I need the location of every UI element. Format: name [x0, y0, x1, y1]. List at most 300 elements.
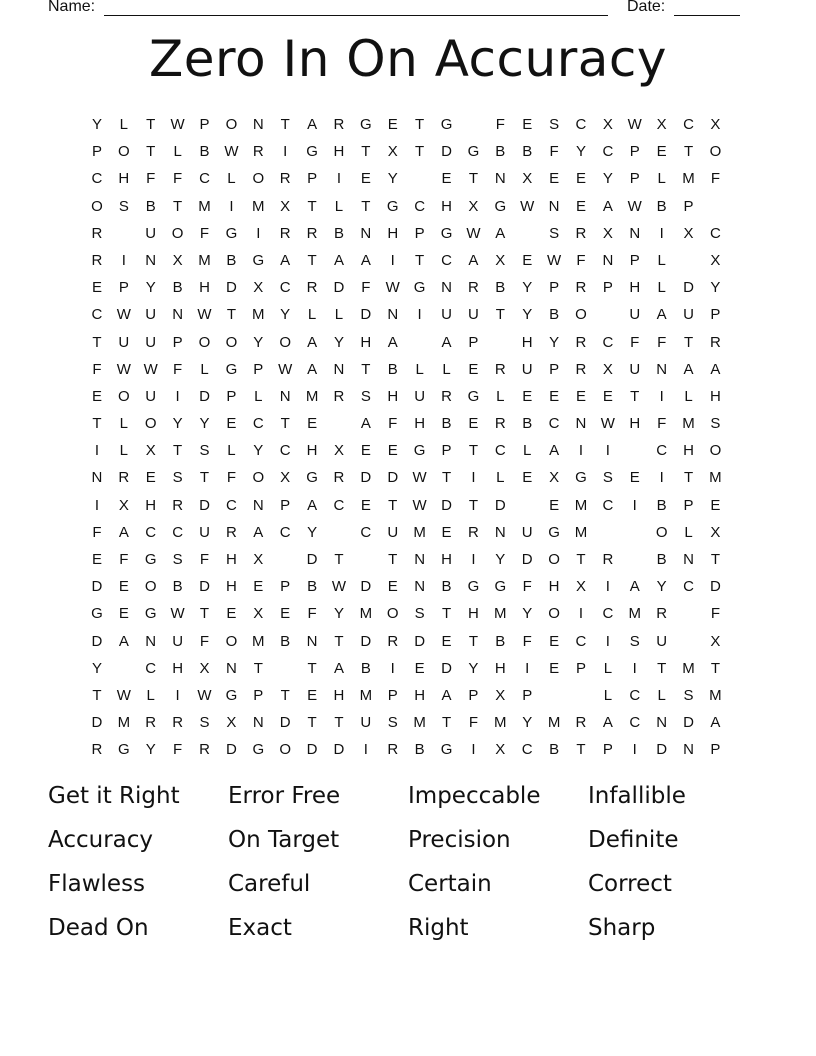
- grid-cell[interactable]: [353, 548, 380, 575]
- grid-cell[interactable]: D: [360, 306, 373, 324]
- grid-cell[interactable]: I: [632, 659, 638, 677]
- grid-cell[interactable]: E: [602, 387, 614, 405]
- grid-cell[interactable]: N: [548, 197, 561, 215]
- grid-cell[interactable]: S: [683, 686, 695, 704]
- grid-cell[interactable]: L: [119, 442, 129, 460]
- grid-cell[interactable]: L: [227, 170, 237, 188]
- grid-cell[interactable]: [514, 494, 541, 521]
- grid-cell[interactable]: F: [173, 170, 184, 188]
- grid-cell[interactable]: E: [549, 659, 561, 677]
- grid-cell[interactable]: X: [710, 523, 722, 541]
- grid-cell[interactable]: [702, 195, 729, 222]
- grid-cell[interactable]: R: [575, 360, 588, 378]
- grid-cell[interactable]: O: [118, 143, 131, 161]
- grid-cell[interactable]: R: [172, 496, 185, 514]
- grid-cell[interactable]: S: [118, 197, 130, 215]
- grid-cell[interactable]: G: [144, 551, 158, 568]
- grid-cell[interactable]: F: [173, 741, 184, 759]
- grid-cell[interactable]: L: [146, 686, 156, 704]
- grid-cell[interactable]: O: [709, 143, 723, 161]
- grid-cell[interactable]: U: [521, 523, 534, 541]
- grid-cell[interactable]: W: [278, 360, 294, 378]
- grid-cell[interactable]: M: [574, 496, 589, 514]
- grid-cell[interactable]: Y: [656, 578, 668, 596]
- grid-cell[interactable]: [676, 602, 703, 629]
- grid-cell[interactable]: D: [199, 387, 211, 405]
- grid-cell[interactable]: F: [657, 415, 668, 433]
- grid-cell[interactable]: X: [710, 251, 722, 269]
- grid-cell[interactable]: S: [549, 116, 561, 133]
- grid-cell[interactable]: E: [145, 469, 157, 487]
- grid-cell[interactable]: C: [575, 632, 588, 650]
- grid-cell[interactable]: U: [656, 632, 669, 650]
- grid-cell[interactable]: C: [279, 279, 292, 297]
- grid-cell[interactable]: F: [92, 360, 103, 378]
- grid-cell[interactable]: R: [333, 116, 346, 133]
- grid-cell[interactable]: G: [467, 143, 481, 161]
- grid-cell[interactable]: T: [361, 360, 372, 378]
- grid-cell[interactable]: E: [522, 387, 534, 405]
- grid-cell[interactable]: E: [441, 632, 453, 650]
- grid-cell[interactable]: E: [307, 686, 319, 704]
- grid-cell[interactable]: B: [656, 496, 668, 514]
- grid-cell[interactable]: W: [170, 116, 186, 133]
- grid-cell[interactable]: A: [602, 714, 614, 732]
- grid-cell[interactable]: M: [682, 170, 696, 188]
- grid-cell[interactable]: [595, 303, 622, 330]
- grid-cell[interactable]: [111, 657, 138, 684]
- grid-cell[interactable]: L: [657, 170, 667, 188]
- grid-cell[interactable]: R: [199, 741, 211, 759]
- grid-cell[interactable]: Y: [549, 333, 561, 351]
- grid-cell[interactable]: D: [333, 279, 346, 297]
- grid-cell[interactable]: T: [468, 632, 479, 650]
- grid-cell[interactable]: X: [145, 442, 157, 460]
- grid-cell[interactable]: L: [442, 360, 452, 378]
- grid-cell[interactable]: [676, 249, 703, 276]
- grid-cell[interactable]: F: [307, 605, 318, 623]
- grid-cell[interactable]: L: [496, 469, 506, 487]
- grid-cell[interactable]: T: [710, 551, 722, 568]
- grid-cell[interactable]: N: [252, 496, 265, 514]
- grid-cell[interactable]: L: [227, 442, 237, 460]
- grid-cell[interactable]: [460, 113, 487, 140]
- grid-cell[interactable]: E: [360, 496, 372, 514]
- grid-cell[interactable]: X: [333, 442, 345, 460]
- grid-cell[interactable]: C: [199, 170, 211, 188]
- grid-cell[interactable]: W: [224, 143, 240, 161]
- grid-cell[interactable]: T: [226, 306, 237, 324]
- grid-cell[interactable]: I: [632, 741, 638, 759]
- grid-cell[interactable]: F: [361, 279, 372, 297]
- grid-cell[interactable]: N: [387, 306, 400, 324]
- grid-cell[interactable]: P: [522, 686, 534, 704]
- grid-cell[interactable]: [541, 684, 568, 711]
- grid-cell[interactable]: B: [414, 741, 426, 759]
- grid-cell[interactable]: C: [602, 605, 615, 623]
- grid-cell[interactable]: E: [575, 170, 587, 188]
- grid-cell[interactable]: N: [575, 415, 588, 433]
- grid-cell[interactable]: L: [119, 415, 129, 433]
- grid-cell[interactable]: T: [92, 686, 103, 704]
- grid-cell[interactable]: N: [360, 224, 373, 242]
- grid-cell[interactable]: D: [414, 632, 427, 650]
- grid-cell[interactable]: U: [629, 306, 642, 324]
- grid-cell[interactable]: I: [471, 741, 477, 759]
- grid-cell[interactable]: L: [684, 523, 694, 541]
- grid-cell[interactable]: C: [279, 442, 292, 460]
- grid-cell[interactable]: I: [256, 224, 262, 242]
- grid-cell[interactable]: [568, 684, 595, 711]
- grid-cell[interactable]: X: [710, 632, 722, 650]
- grid-cell[interactable]: T: [307, 251, 318, 269]
- grid-cell[interactable]: N: [91, 469, 104, 487]
- grid-cell[interactable]: W: [116, 360, 132, 378]
- grid-cell[interactable]: I: [578, 605, 585, 623]
- grid-cell[interactable]: U: [414, 387, 427, 405]
- grid-cell[interactable]: I: [363, 741, 369, 759]
- grid-cell[interactable]: P: [307, 170, 319, 188]
- grid-cell[interactable]: E: [549, 170, 561, 188]
- grid-cell[interactable]: T: [683, 469, 695, 487]
- grid-cell[interactable]: S: [602, 469, 614, 487]
- grid-cell[interactable]: E: [91, 551, 103, 568]
- grid-cell[interactable]: A: [118, 523, 130, 541]
- grid-cell[interactable]: I: [283, 143, 289, 161]
- grid-cell[interactable]: E: [414, 659, 426, 677]
- grid-cell[interactable]: B: [441, 415, 453, 433]
- grid-cell[interactable]: F: [576, 251, 587, 269]
- grid-cell[interactable]: N: [252, 714, 265, 732]
- grid-cell[interactable]: X: [280, 469, 292, 487]
- grid-cell[interactable]: T: [441, 469, 453, 487]
- grid-cell[interactable]: O: [171, 224, 185, 242]
- grid-cell[interactable]: X: [522, 170, 534, 188]
- grid-cell[interactable]: Y: [145, 741, 157, 759]
- grid-cell[interactable]: O: [709, 442, 723, 460]
- grid-cell[interactable]: L: [657, 251, 667, 269]
- grid-cell[interactable]: E: [387, 442, 399, 460]
- grid-cell[interactable]: C: [225, 496, 238, 514]
- grid-cell[interactable]: R: [252, 143, 265, 161]
- grid-cell[interactable]: [622, 439, 649, 466]
- grid-cell[interactable]: H: [710, 387, 722, 405]
- grid-cell[interactable]: F: [495, 116, 506, 133]
- grid-cell[interactable]: U: [199, 523, 211, 541]
- grid-cell[interactable]: W: [116, 686, 132, 704]
- grid-cell[interactable]: P: [118, 279, 130, 297]
- grid-cell[interactable]: W: [385, 279, 401, 297]
- grid-cell[interactable]: E: [360, 442, 372, 460]
- grid-cell[interactable]: E: [387, 116, 399, 133]
- grid-cell[interactable]: U: [629, 360, 642, 378]
- grid-cell[interactable]: M: [709, 469, 723, 487]
- grid-cell[interactable]: O: [91, 197, 104, 215]
- grid-cell[interactable]: T: [495, 306, 506, 324]
- grid-cell[interactable]: A: [333, 659, 345, 677]
- grid-cell[interactable]: Y: [91, 116, 103, 133]
- grid-cell[interactable]: T: [388, 551, 399, 568]
- grid-cell[interactable]: H: [629, 415, 642, 433]
- grid-cell[interactable]: T: [199, 605, 211, 623]
- grid-cell[interactable]: O: [252, 170, 266, 188]
- grid-cell[interactable]: G: [306, 143, 319, 161]
- grid-cell[interactable]: P: [441, 442, 453, 460]
- grid-cell[interactable]: N: [172, 306, 185, 324]
- grid-cell[interactable]: T: [361, 143, 372, 161]
- grid-cell[interactable]: H: [199, 279, 211, 297]
- grid-cell[interactable]: E: [280, 605, 292, 623]
- grid-cell[interactable]: G: [413, 442, 427, 460]
- grid-cell[interactable]: H: [414, 415, 427, 433]
- grid-cell[interactable]: W: [116, 306, 132, 324]
- grid-cell[interactable]: N: [414, 551, 427, 568]
- grid-cell[interactable]: L: [603, 659, 614, 677]
- grid-cell[interactable]: A: [307, 496, 319, 514]
- grid-cell[interactable]: G: [494, 197, 508, 215]
- grid-cell[interactable]: M: [252, 197, 266, 215]
- grid-cell[interactable]: C: [441, 251, 453, 269]
- grid-cell[interactable]: P: [226, 387, 238, 405]
- grid-cell[interactable]: F: [226, 469, 237, 487]
- grid-cell[interactable]: O: [655, 523, 669, 541]
- grid-cell[interactable]: C: [360, 523, 373, 541]
- grid-cell[interactable]: U: [441, 306, 453, 324]
- grid-cell[interactable]: G: [306, 469, 319, 487]
- grid-cell[interactable]: X: [602, 116, 614, 133]
- grid-cell[interactable]: Y: [253, 333, 265, 351]
- grid-cell[interactable]: G: [440, 741, 454, 759]
- grid-cell[interactable]: [407, 167, 434, 194]
- grid-cell[interactable]: P: [602, 741, 614, 759]
- grid-cell[interactable]: D: [199, 578, 211, 596]
- grid-cell[interactable]: M: [252, 306, 266, 324]
- grid-cell[interactable]: L: [657, 686, 667, 704]
- grid-cell[interactable]: T: [92, 333, 103, 351]
- grid-cell[interactable]: H: [683, 442, 695, 460]
- grid-cell[interactable]: L: [119, 116, 129, 133]
- grid-cell[interactable]: Y: [280, 306, 292, 324]
- grid-cell[interactable]: P: [280, 578, 292, 596]
- grid-cell[interactable]: W: [520, 197, 536, 215]
- grid-cell[interactable]: C: [602, 496, 615, 514]
- grid-cell[interactable]: G: [413, 279, 427, 297]
- grid-cell[interactable]: T: [468, 442, 479, 460]
- grid-cell[interactable]: W: [412, 469, 428, 487]
- grid-cell[interactable]: F: [199, 224, 211, 242]
- grid-cell[interactable]: P: [710, 306, 722, 324]
- grid-cell[interactable]: A: [602, 197, 614, 215]
- grid-cell[interactable]: N: [279, 387, 292, 405]
- grid-cell[interactable]: I: [94, 442, 101, 460]
- grid-cell[interactable]: X: [710, 116, 722, 133]
- grid-cell[interactable]: Y: [253, 442, 265, 460]
- grid-cell[interactable]: D: [306, 551, 319, 568]
- grid-cell[interactable]: T: [710, 659, 722, 677]
- grid-cell[interactable]: U: [145, 387, 158, 405]
- grid-cell[interactable]: D: [387, 469, 400, 487]
- grid-cell[interactable]: L: [334, 197, 345, 215]
- grid-cell[interactable]: A: [441, 686, 453, 704]
- grid-cell[interactable]: X: [495, 251, 507, 269]
- grid-cell[interactable]: [407, 331, 434, 358]
- grid-cell[interactable]: D: [360, 469, 373, 487]
- grid-cell[interactable]: T: [388, 496, 399, 514]
- grid-cell[interactable]: H: [414, 686, 427, 704]
- grid-cell[interactable]: M: [252, 632, 266, 650]
- grid-cell[interactable]: N: [494, 523, 507, 541]
- grid-cell[interactable]: I: [471, 469, 477, 487]
- grid-cell[interactable]: F: [388, 415, 399, 433]
- grid-cell[interactable]: S: [360, 387, 372, 405]
- grid-cell[interactable]: R: [575, 714, 588, 732]
- grid-cell[interactable]: B: [441, 578, 453, 596]
- grid-cell[interactable]: E: [91, 387, 103, 405]
- grid-cell[interactable]: M: [547, 714, 562, 732]
- grid-cell[interactable]: E: [522, 469, 534, 487]
- grid-cell[interactable]: R: [91, 251, 104, 269]
- grid-cell[interactable]: U: [467, 306, 480, 324]
- grid-cell[interactable]: U: [145, 306, 158, 324]
- grid-cell[interactable]: E: [226, 605, 238, 623]
- grid-cell[interactable]: A: [441, 333, 453, 351]
- grid-cell[interactable]: Y: [575, 143, 587, 161]
- grid-cell[interactable]: X: [253, 605, 265, 623]
- grid-cell[interactable]: C: [629, 686, 642, 704]
- grid-cell[interactable]: M: [682, 659, 696, 677]
- grid-cell[interactable]: N: [683, 741, 695, 759]
- grid-cell[interactable]: A: [280, 251, 292, 269]
- grid-cell[interactable]: D: [494, 496, 507, 514]
- grid-cell[interactable]: Y: [468, 659, 480, 677]
- grid-cell[interactable]: A: [495, 224, 507, 242]
- grid-cell[interactable]: M: [574, 523, 589, 541]
- grid-cell[interactable]: S: [199, 714, 211, 732]
- grid-cell[interactable]: B: [172, 279, 184, 297]
- grid-cell[interactable]: M: [413, 523, 427, 541]
- grid-cell[interactable]: G: [360, 116, 373, 133]
- grid-cell[interactable]: G: [575, 469, 588, 487]
- grid-cell[interactable]: E: [549, 496, 561, 514]
- grid-cell[interactable]: E: [118, 578, 130, 596]
- grid-cell[interactable]: U: [360, 714, 373, 732]
- grid-cell[interactable]: U: [683, 306, 695, 324]
- grid-cell[interactable]: Y: [172, 415, 184, 433]
- grid-cell[interactable]: T: [307, 659, 318, 677]
- grid-cell[interactable]: P: [253, 360, 265, 378]
- grid-cell[interactable]: M: [305, 387, 320, 405]
- grid-cell[interactable]: H: [225, 578, 238, 596]
- grid-cell[interactable]: B: [522, 415, 534, 433]
- grid-cell[interactable]: [272, 657, 299, 684]
- grid-cell[interactable]: H: [387, 224, 400, 242]
- grid-cell[interactable]: I: [659, 469, 665, 487]
- grid-cell[interactable]: O: [118, 387, 131, 405]
- grid-cell[interactable]: I: [229, 197, 235, 215]
- grid-cell[interactable]: D: [91, 578, 104, 596]
- grid-cell[interactable]: T: [280, 415, 291, 433]
- grid-cell[interactable]: R: [306, 279, 319, 297]
- grid-cell[interactable]: F: [173, 360, 184, 378]
- grid-cell[interactable]: T: [468, 170, 479, 188]
- grid-cell[interactable]: B: [656, 551, 668, 568]
- grid-cell[interactable]: [326, 412, 353, 439]
- grid-cell[interactable]: Y: [91, 659, 103, 677]
- grid-cell[interactable]: A: [710, 360, 722, 378]
- grid-cell[interactable]: G: [467, 387, 481, 405]
- grid-cell[interactable]: R: [467, 279, 480, 297]
- grid-cell[interactable]: F: [199, 551, 211, 568]
- grid-cell[interactable]: W: [197, 686, 213, 704]
- grid-cell[interactable]: A: [118, 632, 130, 650]
- grid-cell[interactable]: L: [496, 387, 506, 405]
- grid-cell[interactable]: E: [441, 170, 453, 188]
- grid-cell[interactable]: T: [441, 714, 453, 732]
- grid-cell[interactable]: B: [549, 741, 561, 759]
- grid-cell[interactable]: C: [91, 170, 104, 188]
- grid-cell[interactable]: P: [575, 659, 587, 677]
- grid-cell[interactable]: A: [387, 333, 399, 351]
- grid-cell[interactable]: P: [602, 279, 614, 297]
- grid-cell[interactable]: D: [683, 714, 695, 732]
- grid-cell[interactable]: C: [145, 659, 158, 677]
- grid-cell[interactable]: L: [173, 143, 183, 161]
- grid-cell[interactable]: M: [359, 605, 374, 623]
- grid-cell[interactable]: D: [91, 632, 104, 650]
- grid-cell[interactable]: D: [360, 632, 373, 650]
- grid-cell[interactable]: O: [225, 333, 239, 351]
- grid-cell[interactable]: B: [226, 251, 238, 269]
- grid-cell[interactable]: I: [121, 251, 127, 269]
- grid-cell[interactable]: R: [118, 469, 131, 487]
- grid-cell[interactable]: T: [334, 551, 345, 568]
- name-field-line[interactable]: [104, 15, 608, 16]
- grid-cell[interactable]: P: [629, 251, 641, 269]
- grid-cell[interactable]: T: [657, 659, 668, 677]
- grid-cell[interactable]: C: [602, 143, 615, 161]
- grid-cell[interactable]: E: [575, 387, 587, 405]
- grid-cell[interactable]: P: [199, 116, 211, 133]
- grid-cell[interactable]: N: [333, 360, 346, 378]
- grid-cell[interactable]: R: [710, 333, 722, 351]
- grid-cell[interactable]: F: [657, 333, 668, 351]
- grid-cell[interactable]: C: [91, 306, 104, 324]
- grid-cell[interactable]: C: [548, 415, 561, 433]
- grid-cell[interactable]: L: [307, 306, 318, 324]
- grid-cell[interactable]: C: [172, 523, 185, 541]
- grid-cell[interactable]: T: [280, 116, 291, 133]
- grid-cell[interactable]: E: [226, 415, 238, 433]
- grid-cell[interactable]: D: [683, 279, 695, 297]
- grid-cell[interactable]: F: [630, 333, 641, 351]
- date-field-line[interactable]: [674, 15, 740, 16]
- grid-cell[interactable]: T: [441, 605, 453, 623]
- grid-cell[interactable]: T: [307, 714, 318, 732]
- grid-cell[interactable]: Y: [145, 279, 157, 297]
- grid-cell[interactable]: X: [172, 251, 184, 269]
- grid-cell[interactable]: O: [198, 333, 212, 351]
- grid-cell[interactable]: [514, 222, 541, 249]
- grid-cell[interactable]: N: [441, 279, 453, 297]
- grid-cell[interactable]: I: [525, 659, 531, 677]
- grid-cell[interactable]: O: [279, 333, 293, 351]
- grid-cell[interactable]: F: [146, 170, 157, 188]
- grid-cell[interactable]: T: [280, 686, 291, 704]
- grid-cell[interactable]: A: [307, 360, 319, 378]
- grid-cell[interactable]: F: [199, 632, 211, 650]
- grid-cell[interactable]: N: [656, 360, 669, 378]
- grid-cell[interactable]: H: [441, 197, 453, 215]
